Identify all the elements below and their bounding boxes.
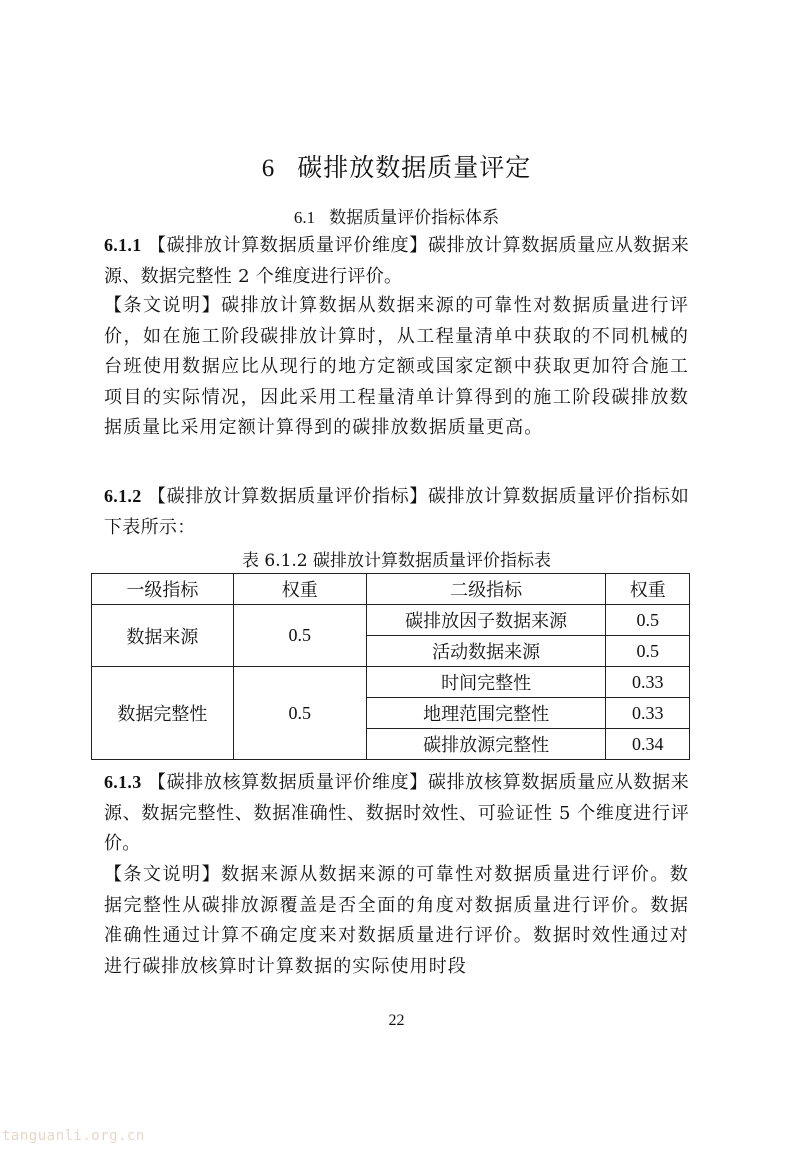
secondary-index-cell: 活动数据来源 (366, 636, 606, 667)
explanation-1 (104, 291, 689, 444)
secondary-index-cell: 地理范围完整性 (366, 698, 606, 729)
section-title (0, 203, 793, 228)
secondary-weight-cell: 0.5 (606, 636, 690, 667)
chapter-title (0, 148, 793, 184)
watermark-text: tanguanli.org.cn (2, 1128, 145, 1144)
section-number: 6.1 (293, 208, 316, 227)
clause-number: 6.1.2 (104, 486, 142, 506)
header-primary-weight: 权重 (233, 574, 366, 605)
secondary-weight-cell: 0.33 (606, 698, 690, 729)
primary-index-cell: 数据来源 (92, 605, 234, 667)
secondary-weight-cell: 0.33 (606, 667, 690, 698)
clause-title: 【碳排放计算数据质量评价维度】 (147, 235, 428, 256)
clause-number: 6.1.1 (104, 235, 142, 255)
primary-weight-cell: 0.5 (233, 605, 366, 667)
secondary-index-cell: 碳排放源完整性 (366, 729, 606, 760)
table-caption: 表 6.1.2 碳排放计算数据质量评价指标表 (241, 551, 552, 571)
secondary-index-cell: 时间完整性 (366, 667, 606, 698)
table-row (92, 667, 690, 698)
explanation-label: 【条文说明】 (104, 864, 222, 885)
secondary-index-cell: 碳排放因子数据来源 (366, 605, 606, 636)
explanation-text: 碳排放计算数据从数据来源的可靠性对数据质量进行评价，如在施工阶段碳排放计算时，从工程量清单中获取的不同机械的台班使用数据应比从现行的地方定额或国家定额中获取更加符合施工项目的实际情况，因此采用工程量清单计算得到的施工阶段碳排放数据质量比采用定额计算得到的碳排放数据质量更高。 (104, 295, 689, 438)
primary-weight-cell: 0.5 (233, 667, 366, 760)
clause-title: 【碳排放计算数据质量评价指标】 (147, 486, 428, 507)
explanation-2 (104, 860, 689, 982)
primary-index-cell: 数据完整性 (92, 667, 234, 760)
secondary-weight-cell: 0.34 (606, 729, 690, 760)
explanation-text: 数据来源从数据来源的可靠性对数据质量进行评价。数据完整性从碳排放源覆盖是否全面的角度对数据质量进行评价。数据准确性通过计算不确定度来对数据质量进行评价。数据时效性通过对进行碳排放核算时计算数据的实际使用时段 (104, 864, 689, 977)
chapter-title-text: 碳排放数据质量评定 (297, 153, 532, 182)
evaluation-index-table (91, 573, 690, 760)
header-primary-index: 一级指标 (92, 574, 234, 605)
clause-title: 【碳排放核算数据质量评价维度】 (147, 772, 428, 793)
clause-6-1-1 (104, 230, 689, 292)
section-title-text: 数据质量评价指标体系 (329, 208, 500, 228)
clause-text: 碳排放计算数据质量应从数据来源、数据完整性 2 个维度进行评价。 (104, 235, 690, 287)
clause-6-1-2 (104, 481, 689, 543)
table-header-row (92, 574, 690, 605)
secondary-weight-cell: 0.5 (606, 605, 690, 636)
clause-number: 6.1.3 (104, 772, 142, 792)
page-number: 22 (388, 1012, 405, 1029)
clause-6-1-3 (104, 767, 689, 860)
header-secondary-weight: 权重 (606, 574, 690, 605)
chapter-number: 6 (261, 155, 276, 182)
clause-text: 碳排放计算数据质量评价指标如下表所示： (104, 486, 690, 538)
explanation-label: 【条文说明】 (104, 295, 222, 316)
clause-text: 碳排放核算数据质量应从数据来源、数据完整性、数据准确性、数据时效性、可验证性 5 个维度进行评价。 (104, 772, 690, 854)
table-row (92, 605, 690, 636)
header-secondary-index: 二级指标 (366, 574, 606, 605)
